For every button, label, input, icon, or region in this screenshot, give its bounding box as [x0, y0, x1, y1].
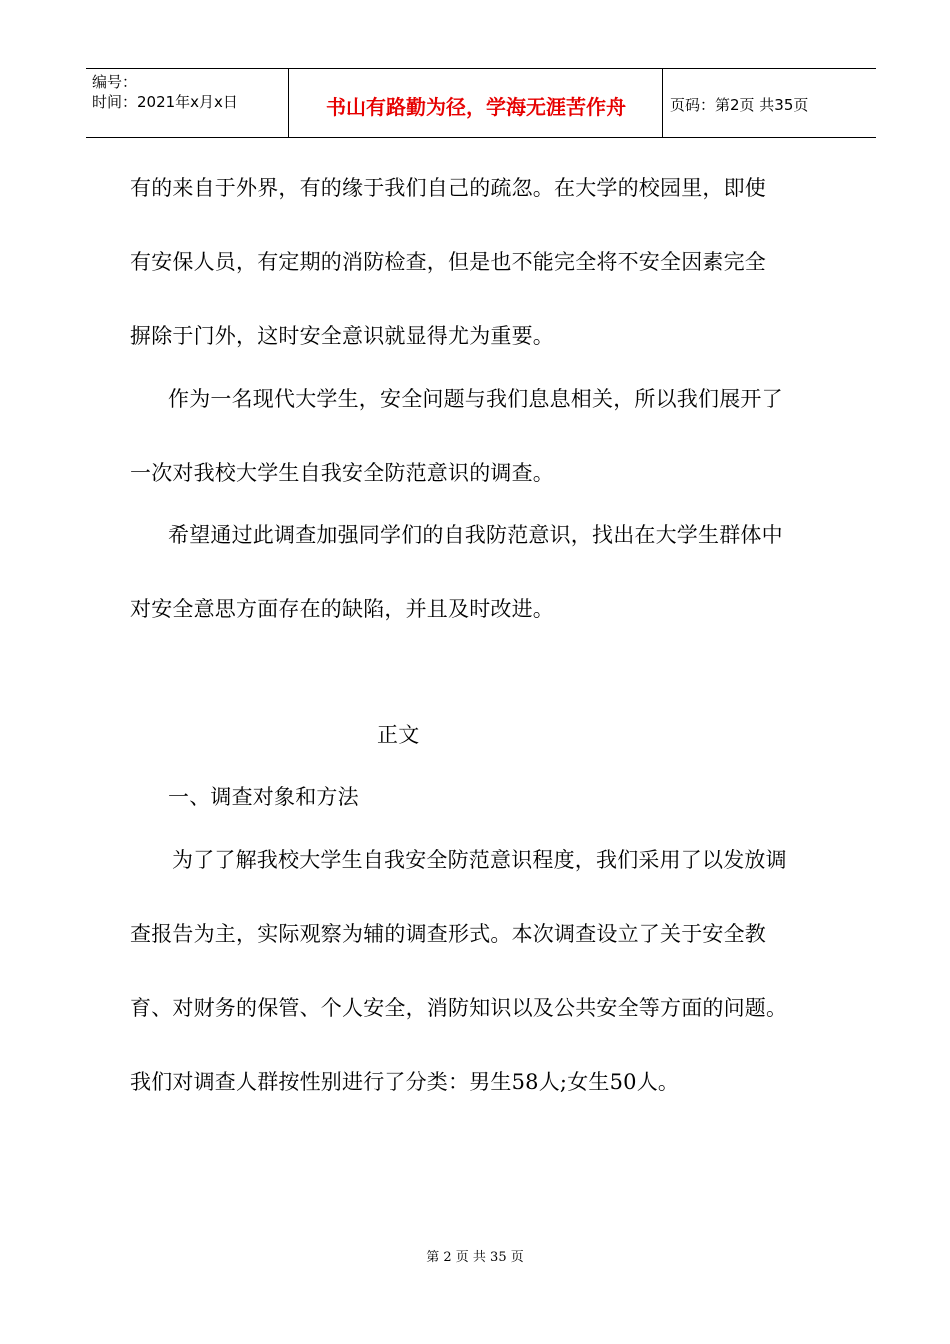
document-header	[86, 68, 876, 138]
section-heading: 正文	[377, 723, 420, 747]
body-line-5: 一次对我校大学生自我安全防范意识的调查。	[130, 461, 554, 485]
header-page-info: 页码：第2页 共35页	[670, 96, 809, 114]
body-line-3: 摒除于门外，这时安全意识就显得尤为重要。	[130, 324, 554, 348]
body-line-13: 我们对调查人群按性别进行了分类：男生58人;女生50人。	[130, 1070, 680, 1094]
page-footer: 第 2 页 共 35 页	[426, 1250, 524, 1265]
body-line-4: 作为一名现代大学生，安全问题与我们息息相关，所以我们展开了	[168, 387, 783, 411]
date-label: 时间：2021年x月x日	[92, 93, 238, 111]
body-line-1: 有的来自于外界，有的缘于我们自己的疏忽。在大学的校园里，即使	[130, 176, 766, 200]
header-divider-right	[662, 69, 663, 137]
body-line-11: 查报告为主，实际观察为辅的调查形式。本次调查设立了关于安全教	[130, 922, 766, 946]
subsection-heading: 一、调查对象和方法	[168, 785, 359, 809]
body-line-7: 对安全意思方面存在的缺陷，并且及时改进。	[130, 597, 554, 621]
header-motto: 书山有路勤为径，学海无涯苦作舟	[326, 95, 626, 119]
body-line-12: 育、对财务的保管、个人安全，消防知识以及公共安全等方面的问题。	[130, 996, 788, 1020]
body-line-2: 有安保人员，有定期的消防检查，但是也不能完全将不安全因素完全	[130, 250, 766, 274]
header-divider-left	[288, 69, 289, 137]
body-line-10: 为了了解我校大学生自我安全防范意识程度，我们采用了以发放调	[172, 848, 787, 872]
body-line-6: 希望通过此调查加强同学们的自我防范意识，找出在大学生群体中	[168, 523, 783, 547]
serial-number-label: 编号：	[92, 73, 138, 91]
